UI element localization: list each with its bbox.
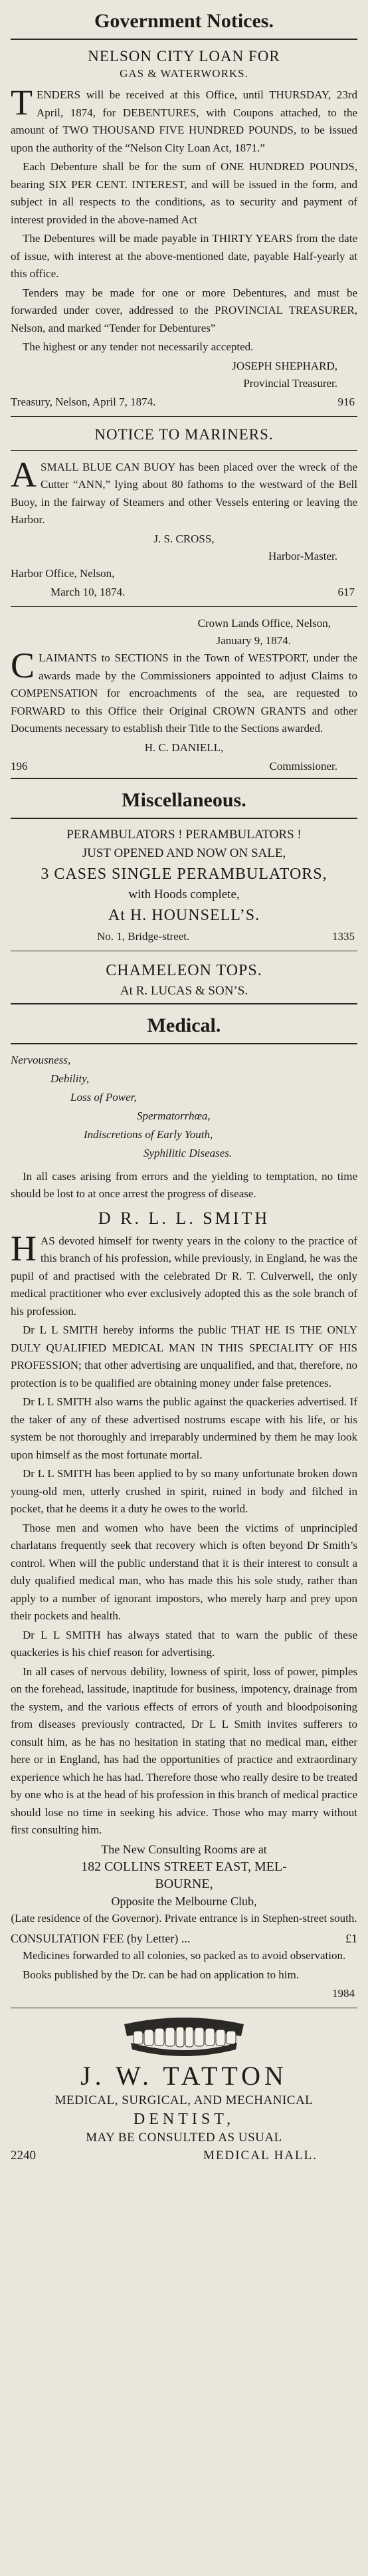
perambulators-line-2: JUST OPENED AND NOW ON SALE, [82,846,286,860]
mariners-paragraph: ASMALL BLUE CAN BUOY has been placed over the wreck of the Cutter “ANN,” lying about 80 fathoms to the westward of the Bell Buoy, in the fairway of Steamers and other Vessels entering or leaving the Harbor. [11,454,357,526]
mariners-signer-title: Harbor-Master. [268,549,337,562]
loan-paragraph-1: TENDERS will be received at this Office, until THURSDAY, 23rd April, 1874, for DEBENTURES, with Coupons attached, to the amount of TWO THOUSAND FIVE HUNDRED POUNDS, to be issued upon the authority of the “Nelson City Loan Act, 1871.” [11,82,357,154]
crown-office: Crown Lands Office, Nelson, [197,617,331,630]
tatton-ref-number: 2240 [11,2149,36,2163]
crown-signer: H. C. DANIELL, [144,741,224,754]
chameleon-line-1: CHAMELEON TOPS. [106,961,262,979]
loan-subhead: GAS & WATERWORKS. [120,67,248,80]
perambulators-line-5: At H. HOUNSELL’S. [108,906,260,924]
section-title-government: Government Notices. [94,10,274,32]
rooms-line: The New Consulting Rooms are at [101,1842,267,1856]
medical-paragraph-2: Dr L L SMITH hereby informs the public THAT HE IS THE ONLY DULY QUALIFIED MEDICAL MAN IN THIS SPECIALITY OF HIS PROFESSION; that other advertising are unqualified, and that, therefore, no protection is to be qualified are obtaining money under false pretences. [11,1324,357,1389]
perambulators-address: No. 1, Bridge-street. [97,929,190,943]
mariners-headline: NOTICE TO MARINERS. [94,425,274,443]
mariners-notice [11,425,357,602]
fee-label: CONSULTATION FEE (by Letter) ... [11,1932,191,1945]
loan-signer-title: Provincial Treasurer. [243,376,337,390]
medical-paragraph-1: HAS devoted himself for twenty years in the colony to the practice of this branch of his profession, while previously, in England, he was the pupil of and practised with the celebrated Dr R. T. Culverwell, the only medical practitioner who ever exclusively adopted this as the sole branch of his profession. [11,1228,357,1318]
loan-paragraph-4: Tenders may be made for one or more Debentures, and must be forwarded under cover, addressed to the PROVINCIAL TREASURER, Nelson, and marked “Tender for Debentures” [11,286,357,334]
divider [11,1043,357,1044]
divider [11,416,357,417]
medical-intro: In all cases arising from errors and the yielding to temptation, no time should be lost to at once arrest the progress of disease. [11,1169,357,1200]
perambulators-ref-number: 1335 [332,929,355,943]
loan-headline: NELSON CITY LOAN FOR [88,48,280,64]
crown-signer-title: Commissioner. [269,759,337,772]
medical-ad [11,1051,357,2003]
medical-ref-row [11,1985,357,2002]
tatton-name: J. W. TATTON [80,2061,288,2091]
tatton-line-2: DENTIST, [133,2111,235,2128]
tatton-ad [11,2016,357,2165]
crown-ref-number: 196 [11,759,28,772]
medical-paragraph-3: Dr L L SMITH also warns the public against the quackeries advertised. If the taker of any of these advertised nostrums escape with his life, or his system be not thoroughly and irreparably undermined by them he may look upon himself as the most fortunate mortal. [11,1395,357,1461]
loan-dateline [11,394,357,411]
tatton-footer-row [11,2147,357,2165]
divider [11,1003,357,1004]
mariners-dateline: Harbor Office, Nelson, [11,566,115,580]
section-title-miscellaneous: Miscellaneous. [122,788,246,811]
loan-ref-number: 916 [337,395,355,408]
mariners-signer: J. S. CROSS, [153,532,215,545]
loan-paragraph-5: The highest or any tender not necessarily accepted. [23,340,254,353]
address-line-3: Opposite the Melbourne Club, [111,1894,257,1908]
tatton-line-1: MEDICAL, SURGICAL, AND MECHANICAL [54,2093,314,2107]
perambulators-line-1: PERAMBULATORS ! PERAMBULATORS ! [66,827,302,842]
address-line-1: 182 COLLINS STREET EAST, MEL- [81,1859,287,1874]
medical-paragraph-6: Dr L L SMITH has always stated that to warn the public of these quackeries is his chief reason for advertising. [11,1628,357,1659]
address-line-2: BOURNE, [155,1876,213,1891]
medical-paragraph-7: In all cases of nervous debility, lowness of spirit, loss of power, pimples on the forehead, lassitude, inaptitude for business, impotency, drainage from the system, and the various effects of errors of youth and bloodpoisoning from diseases previously contracted, Dr L L Smith invites sufferers to consult him, as he has no hesitation in stating that no medical man, either here or in England, has had the opportunities of practice and extraordinary experience which he has had. Therefore those who really desire to be treated by one who is at the head of his profession in this branch of medical practice should lose no time in seeking his advice. Those who may marry without first consulting him. [11,1665,357,1836]
divider [11,39,357,40]
symptom-item: Indiscretions of Early Youth, [84,1127,213,1141]
loan-paragraph-3: The Debentures will be made payable in THIRTY YEARS from the date of issue, with interest at the above-mentioned date, payable Half-yearly at this office. [11,232,357,280]
perambulators-line-3: 3 CASES SINGLE PERAMBULATORS, [41,865,327,883]
mariners-ref-number: 617 [337,586,355,598]
symptom-item: Spermatorrhœa, [137,1109,211,1122]
consultation-fee-row [11,1930,357,1947]
perambulators-line-4: with Hoods complete, [128,887,240,901]
crown-paragraph: CLAIMANTS to SECTIONS in the Town of WESTPORT, under the awards made by the Commissioners appointed to adjust Claims to COMPENSATION for encroachments of the sea, are requested to FORWARD to this Office their Original CROWN GRANTS and other Documents necessary to establish their Title to the Sections awarded. [11,645,357,735]
perambulators-address-row [11,928,357,945]
medical-paragraph-9: Books published by the Dr. can be had on application to him. [23,1968,299,1981]
crown-sign-row [11,758,357,775]
medical-paragraph-4: Dr L L SMITH has been applied to by so many unfortunate broken down young-old men, utterly crushed in spirit, ruined in body and filched in pocket, that he deems it a duty he owes to the world. [11,1467,357,1515]
divider [11,450,357,451]
symptom-item: Loss of Power, [70,1090,137,1104]
divider [11,606,357,607]
symptom-item: Syphilitic Diseases. [143,1146,232,1159]
loan-date: Treasury, Nelson, April 7, 1874. [11,395,156,408]
loan-notice [11,47,357,411]
medical-paragraph-8: Medicines forwarded to all colonies, so packed as to avoid observation. [23,1949,346,1962]
chameleon-ad [11,959,357,1000]
medical-ref-number: 1984 [332,1987,355,2000]
perambulators-ad [11,826,357,945]
divider [11,778,357,779]
symptom-item: Debility, [50,1072,90,1085]
chameleon-line-2: At R. LUCAS & SON’S. [120,983,248,998]
fee-value: £1 [345,1932,357,1945]
symptom-list [11,1051,357,1163]
divider [11,818,357,819]
tatton-line-3: MAY BE CONSULTED AS USUAL [86,2131,282,2145]
loan-paragraph-2: Each Debenture shall be for the sum of ONE HUNDRED POUNDS, bearing SIX PER CENT. INTEREST, and will be issued in the form, and subject in all respects to the conditions, as to security and payment of interest provided in the above-named Act [11,160,357,226]
doctor-name: D R. L. L. SMITH [98,1208,270,1228]
loan-signer: JOSEPH SHEPHARD, [232,359,337,372]
crown-lands-notice [11,615,357,775]
symptom-item: Nervousness, [11,1053,71,1066]
crown-date: January 9, 1874. [216,634,291,647]
mariners-date-row [11,584,357,601]
address-line-4: (Late residence of the Governor). Private entrance is in Stephen-street south. [11,1911,357,1925]
medical-paragraph-5: Those men and women who have been the victims of unprincipled charlatans frequently seek that recovery which is often beyond Dr Smith’s control. When will the public understand that it is their interest to consult a duly qualified medical man, who has made this his sole study, rather than apply to a number of ignorant impostors, who merely harp and prey upon their pockets and health. [11,1521,357,1622]
denture-icon [118,2016,250,2056]
section-title-medical: Medical. [147,1014,221,1036]
mariners-date: March 10, 1874. [50,586,126,598]
tatton-line-4: MEDICAL HALL. [203,2149,318,2163]
